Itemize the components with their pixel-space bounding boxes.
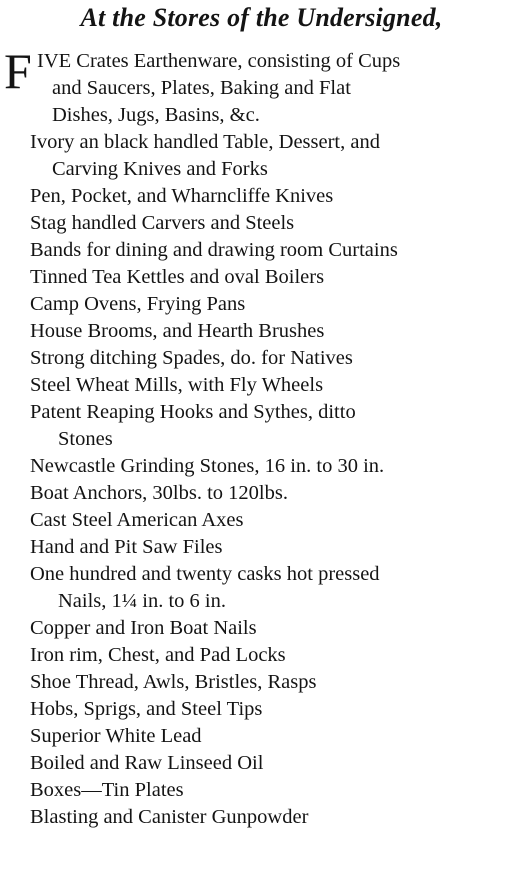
list-item: Hand and Pit Saw Files xyxy=(30,536,223,558)
drop-cap: F xyxy=(4,43,32,99)
list-item: Nails, 1¼ in. to 6 in. xyxy=(58,590,226,612)
list-item: Dishes, Jugs, Basins, &c. xyxy=(52,104,260,126)
list-item: One hundred and twenty casks hot pressed xyxy=(30,563,380,585)
list-item: Boiled and Raw Linseed Oil xyxy=(30,752,264,774)
list-item: IVE Crates Earthenware, consisting of Cups xyxy=(37,50,401,72)
list-item: Cast Steel American Axes xyxy=(30,509,244,531)
list-item: Boxes—Tin Plates xyxy=(30,779,184,801)
list-item: Camp Ovens, Frying Pans xyxy=(30,293,246,315)
list-item: Shoe Thread, Awls, Bristles, Rasps xyxy=(30,671,317,693)
list-item: Ivory an black handled Table, Dessert, and xyxy=(30,131,380,153)
advert-heading: At the Stores of the Undersigned, xyxy=(80,3,443,32)
list-item: Blasting and Canister Gunpowder xyxy=(30,806,309,828)
list-item: Bands for dining and drawing room Curtains xyxy=(30,239,398,261)
list-item: and Saucers, Plates, Baking and Flat xyxy=(52,77,351,99)
list-item: Copper and Iron Boat Nails xyxy=(30,617,257,639)
list-item: Superior White Lead xyxy=(30,725,202,747)
list-item: Stag handled Carvers and Steels xyxy=(30,212,295,234)
list-item: Iron rim, Chest, and Pad Locks xyxy=(30,644,286,666)
list-item: Steel Wheat Mills, with Fly Wheels xyxy=(30,374,324,396)
list-item: Carving Knives and Forks xyxy=(52,158,268,180)
list-item: Boat Anchors, 30lbs. to 120lbs. xyxy=(30,482,288,504)
list-item: Strong ditching Spades, do. for Natives xyxy=(30,347,353,369)
list-item: Newcastle Grinding Stones, 16 in. to 30 in. xyxy=(30,455,385,477)
list-item: Hobs, Sprigs, and Steel Tips xyxy=(30,698,263,720)
list-item: House Brooms, and Hearth Brushes xyxy=(30,320,325,342)
list-item: Pen, Pocket, and Wharncliffe Knives xyxy=(30,185,334,207)
list-item: Tinned Tea Kettles and oval Boilers xyxy=(30,266,325,288)
list-item: Patent Reaping Hooks and Sythes, ditto xyxy=(30,401,356,423)
list-item: Stones xyxy=(58,428,113,450)
